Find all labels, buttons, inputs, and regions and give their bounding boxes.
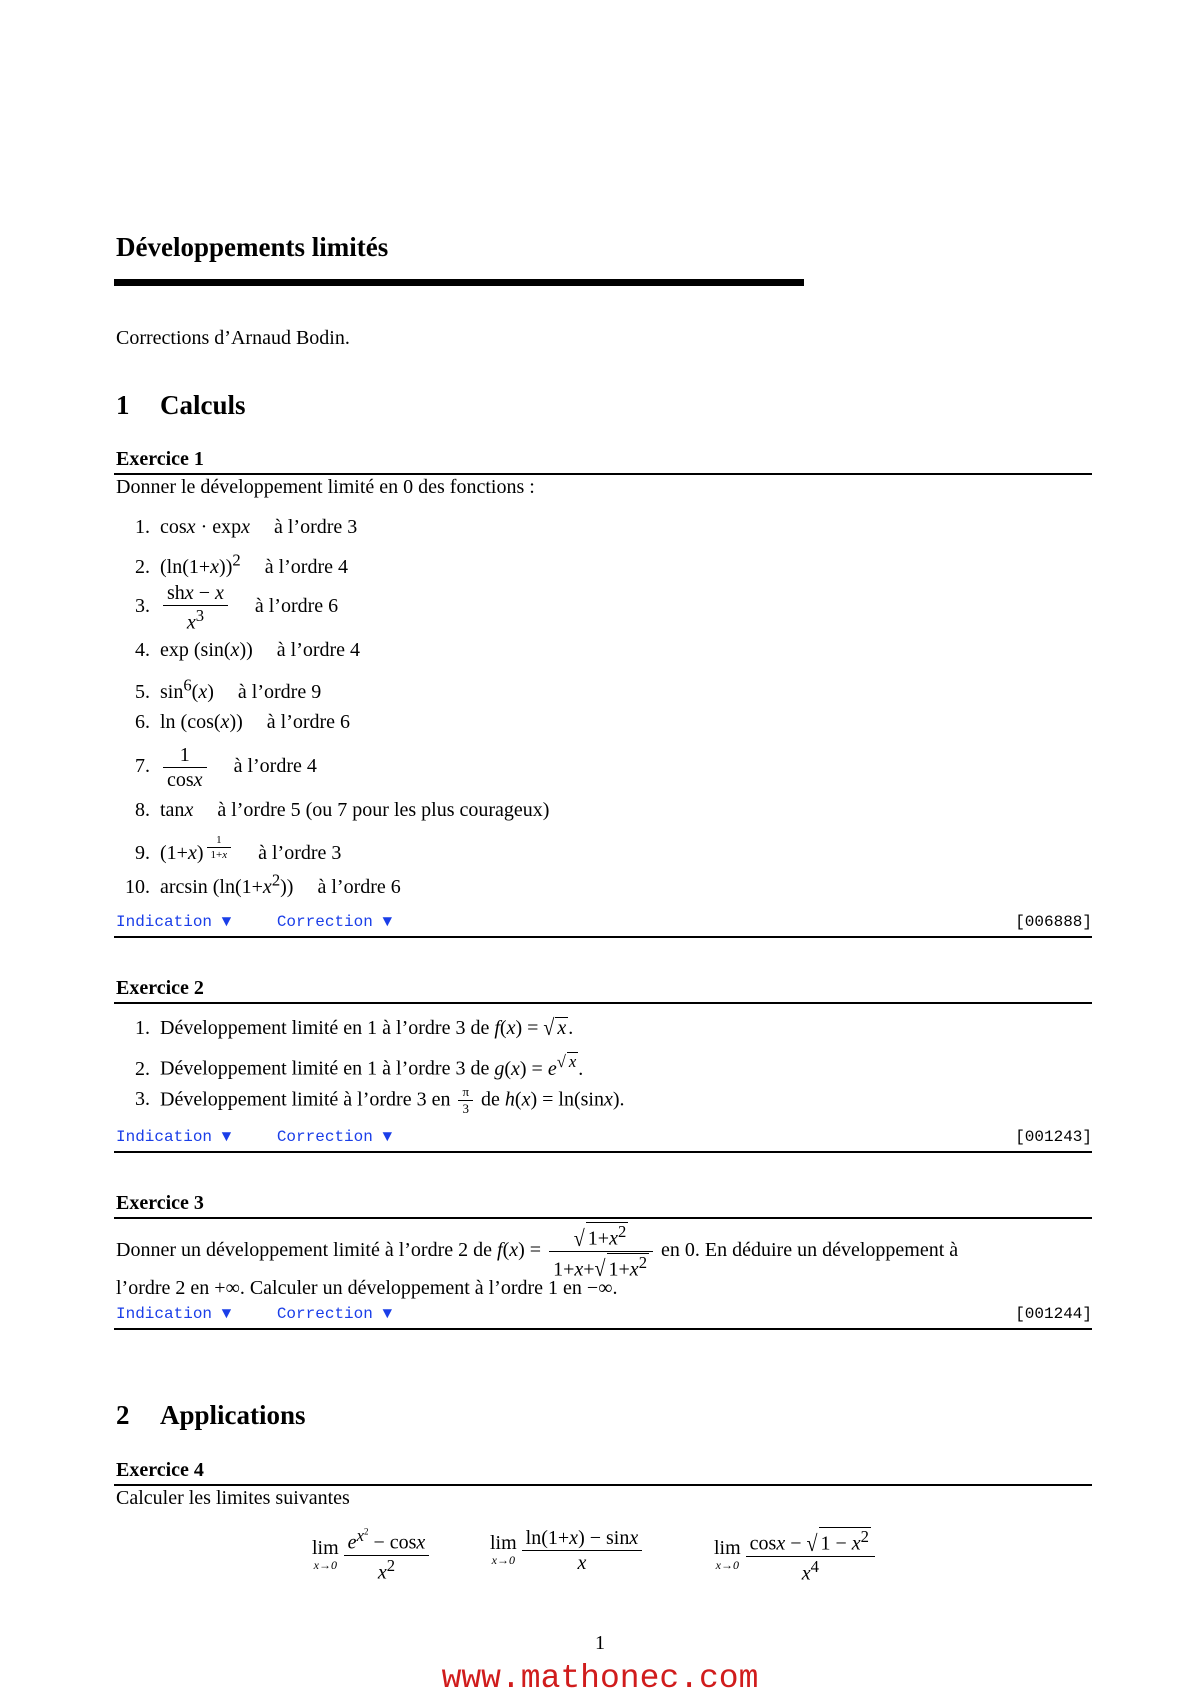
exercise-1-links bbox=[116, 913, 392, 931]
exercise-2-bottom-rule bbox=[114, 1151, 1092, 1153]
formula: $g(x) = e^{√ x}$ . bbox=[494, 1052, 584, 1080]
section-heading-applications bbox=[116, 1400, 306, 1431]
exercise-3-statement: Donner un développement limité à l’ordre 2 de f(x) = $\frac{√ 1+x^2}{1+x+√ 1+x^2}$ en 0. En déduire un développement à bbox=[116, 1222, 959, 1282]
watermark-url[interactable]: www.mathonec.com bbox=[441, 1660, 759, 1697]
exercise-2-item-2: 2. Développement limité en 1 à l’ordre 3 de $g(x) = e^{√ x}$ . bbox=[135, 1052, 584, 1080]
exercise-3-heading: Exercice 3 bbox=[116, 1192, 204, 1214]
exercise-1-item-1: 1. cosx · expx à l’ordre 3 bbox=[135, 516, 358, 538]
exercise-1-item-2: 2. $(\ln(1+x))^2$ à l’ordre 4 bbox=[135, 550, 348, 578]
exercise-3-links bbox=[116, 1305, 392, 1323]
formula-pi-over-3: $\frac{\pi}{3}$ bbox=[458, 1085, 473, 1117]
formula: $\frac{\text{shx − x}}{x^3}$ bbox=[163, 582, 228, 634]
limit-3: lim x→0 $\frac{\cos x - √ 1 - x^2}{x^4}$ bbox=[714, 1527, 878, 1584]
section-number: 2 bbox=[116, 1400, 130, 1430]
exercise-1-item-9: 9. (1+x) $^{\frac{1}{1+x}}$ à l’ordre 3 bbox=[135, 834, 342, 865]
exercise-1-item-7: 7. $\frac{1}{\cos x}$ à l’ordre 4 bbox=[135, 744, 317, 791]
exercise-1-bottom-rule bbox=[114, 936, 1092, 938]
formula: $\sin^6(x)$ bbox=[160, 675, 214, 703]
exercise-1-item-5: 5. $\sin^6(x)$ à l’ordre 9 bbox=[135, 675, 322, 703]
formula: cosx · expx bbox=[160, 516, 250, 538]
exercise-1-intro: Donner le développement limité en 0 des fonctions : bbox=[116, 476, 535, 498]
exercise-2-heading: Exercice 2 bbox=[116, 977, 204, 999]
formula: f(x) = $\frac{√ 1+x^2}{1+x+√ 1+x^2}$ bbox=[497, 1239, 661, 1261]
author-line: Corrections d’Arnaud Bodin. bbox=[116, 327, 350, 349]
exercise-1-item-6: 6. ln (cos(x)) à l’ordre 6 bbox=[135, 711, 351, 733]
formula: h(x) = ln(sinx). bbox=[504, 1088, 625, 1111]
formula: $\frac{1}{\cos x}$ bbox=[163, 744, 207, 791]
exercise-2-links bbox=[116, 1128, 392, 1146]
limit-1: lim x→0 $\frac{e^{x^2} - \cos x}{x^2}$ bbox=[312, 1527, 432, 1583]
document-title: Développements limités bbox=[116, 232, 389, 262]
formula: $(\ln(1+x))^2$ bbox=[160, 550, 241, 578]
formula: (1+x) $^{\frac{1}{1+x}}$ bbox=[160, 842, 234, 864]
exercise-3-bottom-rule bbox=[114, 1328, 1092, 1330]
exercise-1-reference: [006888] bbox=[1015, 913, 1092, 931]
section-title: Calculs bbox=[160, 390, 246, 420]
section-title: Applications bbox=[160, 1400, 306, 1430]
exercise-1-item-3: 3. $\frac{\text{shx − x}}{x^3}$ à l’ordre 6 bbox=[135, 582, 339, 634]
title-rule bbox=[114, 279, 804, 286]
section-number: 1 bbox=[116, 390, 130, 420]
page-number: 1 bbox=[595, 1632, 605, 1654]
exercise-1-heading: Exercice 1 bbox=[116, 448, 204, 470]
formula: f(x) = √ x . bbox=[494, 1015, 574, 1041]
exercise-2-reference: [001243] bbox=[1015, 1128, 1092, 1146]
correction-link[interactable]: Correction ▼ bbox=[276, 913, 393, 931]
exercise-1-rule bbox=[114, 473, 1092, 475]
exercise-3-rule bbox=[114, 1217, 1092, 1219]
indication-link[interactable]: Indication ▼ bbox=[116, 1305, 232, 1323]
correction-link[interactable]: Correction ▼ bbox=[276, 1305, 393, 1323]
formula: ln (cos(x)) bbox=[160, 711, 243, 733]
exercise-3-statement-line-2: l’ordre 2 en +∞. Calculer un développement à l’ordre 1 en −∞. bbox=[116, 1277, 618, 1299]
exercise-3-reference: [001244] bbox=[1015, 1305, 1092, 1323]
formula: exp (sin(x)) bbox=[160, 639, 253, 661]
indication-link[interactable]: Indication ▼ bbox=[116, 913, 232, 931]
exercise-2-item-3: 3. Développement limité à l’ordre 3 en $\frac{\pi}{3}$ de h(x) = ln(sinx). bbox=[135, 1084, 625, 1117]
exercise-4-heading: Exercice 4 bbox=[116, 1459, 204, 1481]
exercise-1-item-8: 8. tanx à l’ordre 5 (ou 7 pour les plus courageux) bbox=[135, 799, 550, 821]
exercise-4-intro: Calculer les limites suivantes bbox=[116, 1487, 350, 1509]
exercise-1-item-10: 10. $\arcsin (\ln(1+x^2))$ à l’ordre 6 bbox=[125, 870, 401, 898]
exercise-1-item-4: 4. exp (sin(x)) à l’ordre 4 bbox=[135, 639, 361, 661]
limit-2: lim x→0 $\frac{\ln(1+x) - \sin x}{x}$ bbox=[490, 1527, 645, 1574]
formula: tanx bbox=[160, 799, 194, 821]
exercise-4-rule bbox=[114, 1484, 1092, 1486]
section-heading-calculs bbox=[116, 390, 246, 421]
exercise-2-item-1: 1. Développement limité en 1 à l’ordre 3 de f(x) = √ x . bbox=[135, 1015, 574, 1041]
correction-link[interactable]: Correction ▼ bbox=[276, 1128, 393, 1146]
indication-link[interactable]: Indication ▼ bbox=[116, 1128, 232, 1146]
formula: $\arcsin (\ln(1+x^2))$ bbox=[160, 870, 294, 898]
exercise-2-rule bbox=[114, 1002, 1092, 1004]
